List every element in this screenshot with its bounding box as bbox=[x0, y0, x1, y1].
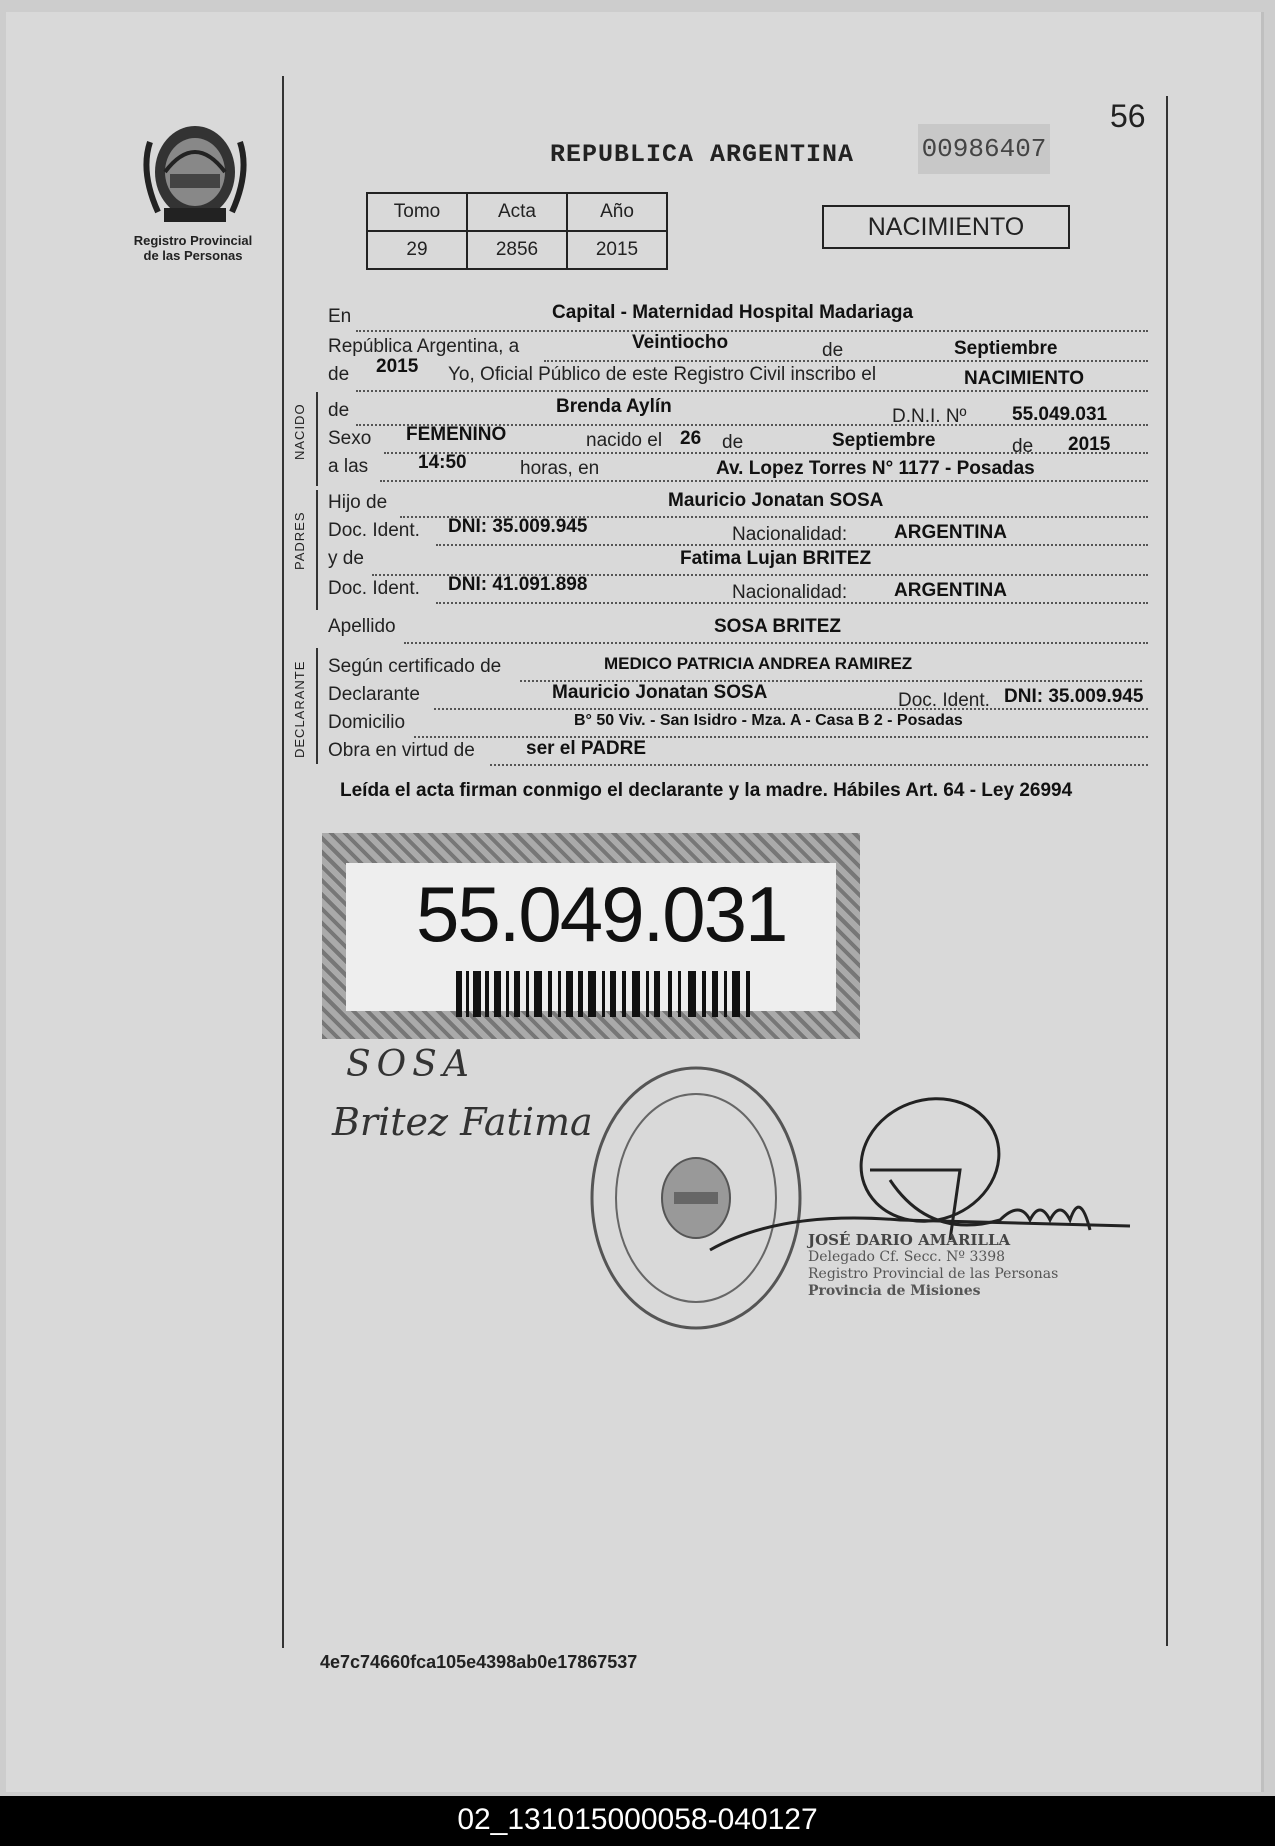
closing-statement: Leída el acta firman conmigo el declarante y la madre. Hábiles Art. 64 - Ley 26994 bbox=[340, 780, 1073, 801]
label-hijo-de: Hijo de bbox=[328, 492, 388, 513]
act-type-box: NACIMIENTO bbox=[822, 205, 1070, 249]
label-de: de bbox=[822, 340, 844, 361]
label-nacionalidad-2: Nacionalidad: bbox=[732, 582, 848, 603]
label-dni: D.N.I. Nº bbox=[892, 406, 967, 427]
tomo-acta-ano-table bbox=[366, 192, 668, 270]
sexo-value: FEMENINO bbox=[406, 424, 507, 445]
handwritten-signature: Britez Fatima bbox=[332, 1100, 593, 1144]
label-de-birth-2: de bbox=[1012, 436, 1034, 457]
table-cell: 2856 bbox=[467, 231, 567, 269]
child-name: Brenda Aylín bbox=[556, 396, 672, 417]
label-apellido: Apellido bbox=[328, 616, 396, 637]
label-doc-ident-3: Doc. Ident. bbox=[898, 690, 990, 711]
year-value: 2015 bbox=[376, 356, 419, 377]
label-declarante: Declarante bbox=[328, 684, 420, 705]
label-a-las: a las bbox=[328, 456, 369, 477]
serial-number: 00986407 bbox=[918, 124, 1050, 174]
domicilio-value: B° 50 Viv. - San Isidro - Mza. A - Casa B 2 - Posadas bbox=[574, 712, 963, 729]
father-name: Mauricio Jonatan SOSA bbox=[668, 490, 884, 511]
section-label-nacido: NACIDO bbox=[292, 403, 307, 460]
dotted-line bbox=[404, 642, 1148, 644]
act-value: NACIMIENTO bbox=[964, 368, 1084, 389]
table-header-cell: Tomo bbox=[367, 193, 467, 231]
left-frame-line bbox=[282, 76, 284, 1648]
child-dni: 55.049.031 bbox=[1012, 404, 1108, 425]
dotted-line bbox=[384, 452, 1148, 454]
official-province: Provincia de Misiones bbox=[808, 1283, 981, 1299]
official-credentials bbox=[808, 1232, 1058, 1300]
misiones-emblem-icon bbox=[140, 112, 250, 232]
section-label-padres: PADRES bbox=[292, 511, 307, 570]
barcode-label bbox=[346, 863, 836, 1011]
barcode-number: 55.049.031 bbox=[416, 870, 787, 958]
label-y-de: y de bbox=[328, 548, 364, 569]
birth-year: 2015 bbox=[1068, 434, 1111, 455]
dni-barcode-sticker bbox=[322, 833, 860, 1039]
certificate-value: MEDICO PATRICIA ANDREA RAMIREZ bbox=[604, 654, 913, 673]
dotted-line bbox=[356, 330, 1148, 332]
label-doc-ident: Doc. Ident. bbox=[328, 520, 420, 541]
label-en: En bbox=[328, 306, 352, 327]
label-nacido-el: nacido el bbox=[586, 430, 663, 451]
table-header-cell: Año bbox=[567, 193, 667, 231]
official-name: JOSÉ DARIO AMARILLA bbox=[808, 1231, 1011, 1249]
label-de-nacido: de bbox=[328, 400, 350, 421]
label-horas-en: horas, en bbox=[520, 458, 600, 479]
footer-id: 02_131015000058-040127 bbox=[457, 1803, 818, 1836]
dotted-line bbox=[544, 360, 1148, 362]
label-certificado: Según certificado de bbox=[328, 656, 502, 677]
declarante-doc: DNI: 35.009.945 bbox=[1004, 686, 1144, 707]
table-header-row bbox=[367, 193, 667, 231]
right-frame-line bbox=[1166, 96, 1168, 1646]
document-hash: 4e7c74660fca105e4398ab0e17867537 bbox=[320, 1652, 638, 1672]
mother-name: Fatima Lujan BRITEZ bbox=[680, 548, 872, 569]
dotted-line bbox=[414, 736, 1148, 738]
barcode-icon bbox=[456, 971, 776, 1022]
birth-month: Septiembre bbox=[832, 430, 936, 451]
table-header-cell: Acta bbox=[467, 193, 567, 231]
mother-doc: DNI: 41.091.898 bbox=[448, 574, 588, 595]
label-doc-ident-2: Doc. Ident. bbox=[328, 578, 420, 599]
label-de-2: de bbox=[328, 364, 350, 385]
footer-bar bbox=[0, 1796, 1275, 1846]
section-label-declarante: DECLARANTE bbox=[292, 660, 307, 758]
obra-value: ser el PADRE bbox=[526, 738, 647, 759]
logo-caption: Registro Provincial de las Personas bbox=[133, 233, 253, 263]
place-value: Capital - Maternidad Hospital Madariaga bbox=[552, 302, 914, 323]
official-role: Delegado Cf. Secc. Nº 3398 bbox=[808, 1249, 1006, 1265]
father-doc: DNI: 35.009.945 bbox=[448, 516, 588, 537]
dotted-line bbox=[356, 390, 1148, 392]
day-value: Veintiocho bbox=[632, 332, 729, 353]
page-number: 56 bbox=[1110, 98, 1146, 134]
table-row bbox=[367, 231, 667, 269]
birth-hour: 14:50 bbox=[418, 452, 467, 473]
month-value: Septiembre bbox=[954, 338, 1058, 359]
label-de-birth: de bbox=[722, 432, 744, 453]
father-nationality: ARGENTINA bbox=[894, 522, 1007, 543]
label-sexo: Sexo bbox=[328, 428, 372, 449]
dotted-line bbox=[380, 480, 1148, 482]
label-republica: República Argentina, a bbox=[328, 336, 520, 357]
dotted-line bbox=[490, 764, 1148, 766]
mother-nationality: ARGENTINA bbox=[894, 580, 1007, 601]
dotted-line bbox=[434, 708, 1148, 710]
birth-day: 26 bbox=[680, 428, 702, 449]
handwritten-surname: SOSA bbox=[346, 1044, 475, 1085]
birth-address: Av. Lopez Torres N° 1177 - Posadas bbox=[716, 458, 1035, 479]
label-nacionalidad: Nacionalidad: bbox=[732, 524, 848, 545]
section-divider bbox=[316, 392, 318, 486]
label-obra: Obra en virtud de bbox=[328, 740, 475, 761]
section-divider bbox=[316, 648, 318, 764]
table-cell: 29 bbox=[367, 231, 467, 269]
declarante-value: Mauricio Jonatan SOSA bbox=[552, 682, 768, 703]
label-inscribo: Yo, Oficial Público de este Registro Civil inscribo el bbox=[448, 364, 877, 385]
country-title: REPUBLICA ARGENTINA bbox=[550, 140, 855, 169]
section-divider bbox=[316, 490, 318, 610]
label-domicilio: Domicilio bbox=[328, 712, 406, 733]
official-org: Registro Provincial de las Personas bbox=[808, 1266, 1059, 1282]
apellido-value: SOSA BRITEZ bbox=[714, 616, 842, 637]
table-cell: 2015 bbox=[567, 231, 667, 269]
